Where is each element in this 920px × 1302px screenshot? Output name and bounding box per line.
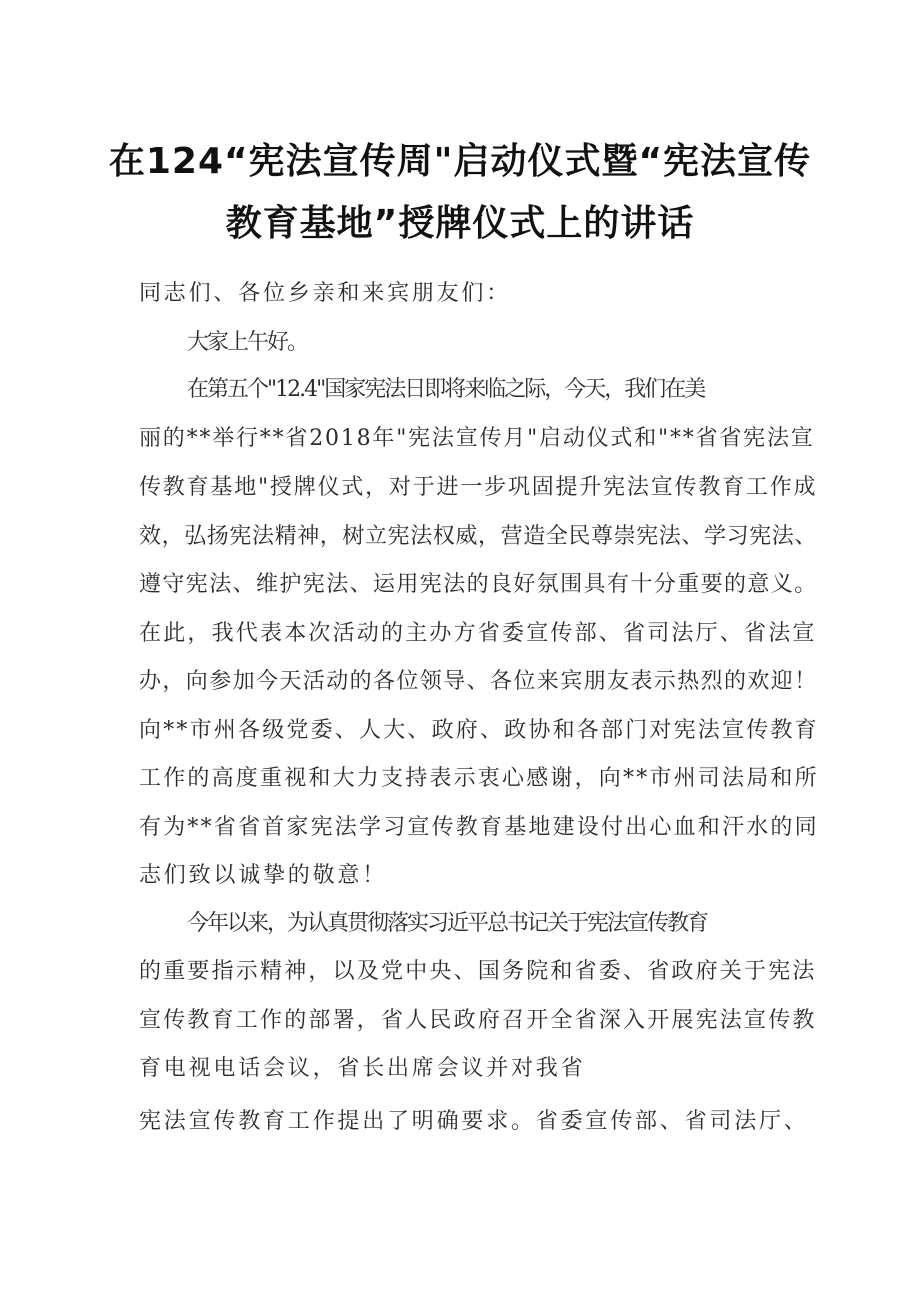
document-title-line-2: 教育基地”授牌仪式上的讲话 [225,203,695,244]
paragraph-1-line: 效，弘扬宪法精神，树立宪法权威，营造全民尊崇宪法、学习宪法、 [139,524,818,549]
paragraph-2-line: 宣传教育工作的部署，省人民政府召开全省深入开展宪法宣传教 [139,1008,817,1033]
paragraph-1-line: 在第五个"12.4"国家宪法日即将来临之际，今天，我们在美 [187,377,705,402]
paragraph-2-line: 的重要指示精神，以及党中央、国务院和省委、省政府关于宪法 [139,959,817,984]
paragraph-1-line: 传教育基地"授牌仪式，对于进一步巩固提升宪法宣传教育工作成 [139,475,818,500]
paragraph-1-line: 有为**省省首家宪法学习宣传教育基地建设付出心血和汗水的同 [139,815,819,840]
paragraph-1-line: 遵守宪法、维护宪法、运用宪法的良好氛围具有十分重要的意义。 [139,572,818,597]
paragraph-3-line: 宪法宣传教育工作提出了明确要求。省委宣传部、省司法厅、 [139,1109,809,1134]
paragraph-1-line: 丽的**举行**省2018年"宪法宣传月"启动仪式和"**省省宪法宣 [139,426,815,451]
paragraph-1-line: 办，向参加今天活动的各位领导、各位来宾朋友表示热烈的欢迎！ [139,669,818,694]
paragraph-1-line: 向**市州各级党委、人大、政府、政协和各部门对宪法宣传教育 [139,718,819,743]
greeting: 大家上午好。 [187,330,308,355]
paragraph-2-line: 育电视电话会议，省长出席会议并对我省 [139,1056,586,1081]
paragraph-1-line: 工作的高度重视和大力支持表示衷心感谢，向**市州司法局和所 [139,766,819,791]
paragraph-1-line: 在此，我代表本次活动的主办方省委宣传部、省司法厅、省法宣 [139,621,817,646]
document-title-line-1: 在124“宪法宣传周"启动仪式暨“宪法宣传 [108,141,812,182]
salutation: 同志们、各位乡亲和来宾朋友们： [139,281,512,306]
paragraph-1-line: 志们致以诚挚的敬意！ [139,863,388,888]
paragraph-2-line: 今年以来，为认真贯彻落实习近平总书记关于宪法宣传教育 [187,911,708,936]
